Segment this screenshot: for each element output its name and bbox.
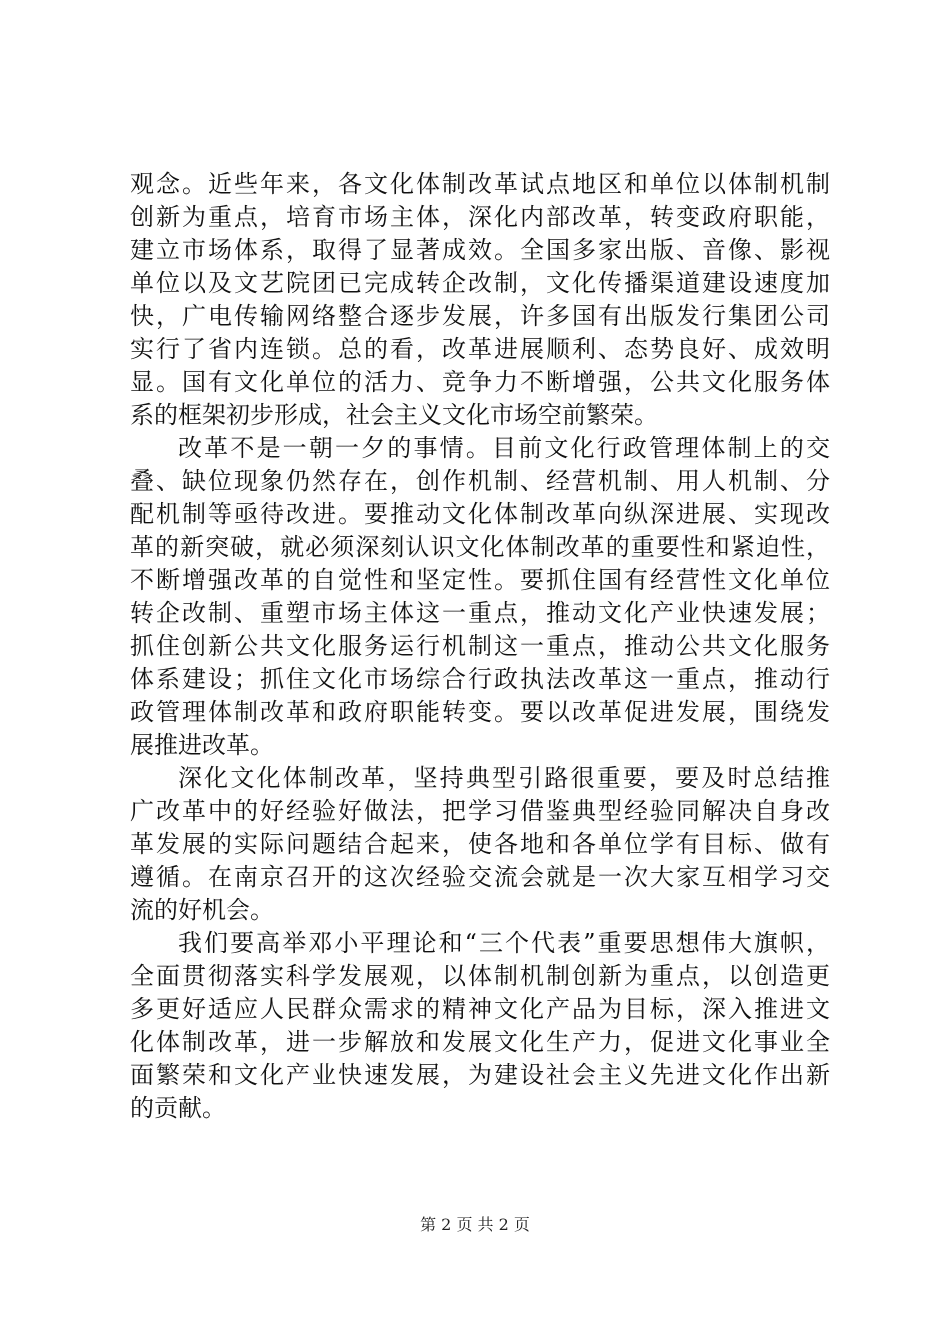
text-line: 的贡献。	[130, 1094, 226, 1122]
text-line: 全面贯彻落实科学发展观，以体制机制创新为重点，以创造更	[130, 962, 830, 990]
text-line: 遵循。在南京召开的这次经验交流会就是一次大家互相学习交	[130, 863, 830, 891]
text-line: 展推进改革。	[130, 731, 274, 759]
text-line: 单位以及文艺院团已完成转企改制，文化传播渠道建设速度加	[130, 269, 830, 297]
text-line: 我们要高举邓小平理论和“三个代表”重要思想伟大旗帜，	[178, 929, 830, 957]
text-line: 体系建设；抓住文化市场综合行政执法改革这一重点，推动行	[130, 665, 830, 693]
text-line: 系的框架初步形成，社会主义文化市场空前繁荣。	[130, 401, 658, 429]
text-line: 革的新突破，就必须深刻认识文化体制改革的重要性和紧迫性，	[130, 533, 830, 561]
body-text	[130, 168, 830, 1125]
text-line: 政管理体制改革和政府职能转变。要以改革促进发展，围绕发	[130, 698, 830, 726]
text-line: 抓住创新公共文化服务运行机制这一重点，推动公共文化服务	[130, 632, 830, 660]
text-line: 化体制改革，进一步解放和发展文化生产力，促进文化事业全	[130, 1028, 830, 1056]
text-line: 不断增强改革的自觉性和坚定性。要抓住国有经营性文化单位	[130, 566, 830, 594]
text-line: 广改革中的好经验好做法，把学习借鉴典型经验同解决自身改	[130, 797, 830, 825]
text-line: 叠、缺位现象仍然存在，创作机制、经营机制、用人机制、分	[130, 467, 830, 495]
text-line: 面繁荣和文化产业快速发展，为建设社会主义先进文化作出新	[130, 1061, 830, 1089]
text-line: 创新为重点，培育市场主体，深化内部改革，转变政府职能，	[130, 203, 830, 231]
text-line: 革发展的实际问题结合起来，使各地和各单位学有目标、做有	[130, 830, 830, 858]
page-number-footer: 第 2 页 共 2 页	[420, 1215, 530, 1234]
text-line: 快，广电传输网络整合逐步发展，许多国有出版发行集团公司	[130, 302, 830, 330]
text-line: 多更好适应人民群众需求的精神文化产品为目标，深入推进文	[130, 995, 830, 1023]
text-line: 观念。近些年来，各文化体制改革试点地区和单位以体制机制	[130, 170, 830, 198]
text-line: 流的好机会。	[130, 896, 274, 924]
text-line: 建立市场体系，取得了显著成效。全国多家出版、音像、影视	[130, 236, 830, 264]
text-line: 转企改制、重塑市场主体这一重点，推动文化产业快速发展；	[130, 599, 830, 627]
text-line: 显。国有文化单位的活力、竞争力不断增强，公共文化服务体	[130, 368, 830, 396]
text-line: 深化文化体制改革，坚持典型引路很重要，要及时总结推	[178, 764, 830, 792]
text-line: 配机制等亟待改进。要推动文化体制改革向纵深进展、实现改	[130, 500, 830, 528]
text-line: 改革不是一朝一夕的事情。目前文化行政管理体制上的交	[178, 434, 830, 462]
text-line: 实行了省内连锁。总的看，改革进展顺利、态势良好、成效明	[130, 335, 830, 363]
